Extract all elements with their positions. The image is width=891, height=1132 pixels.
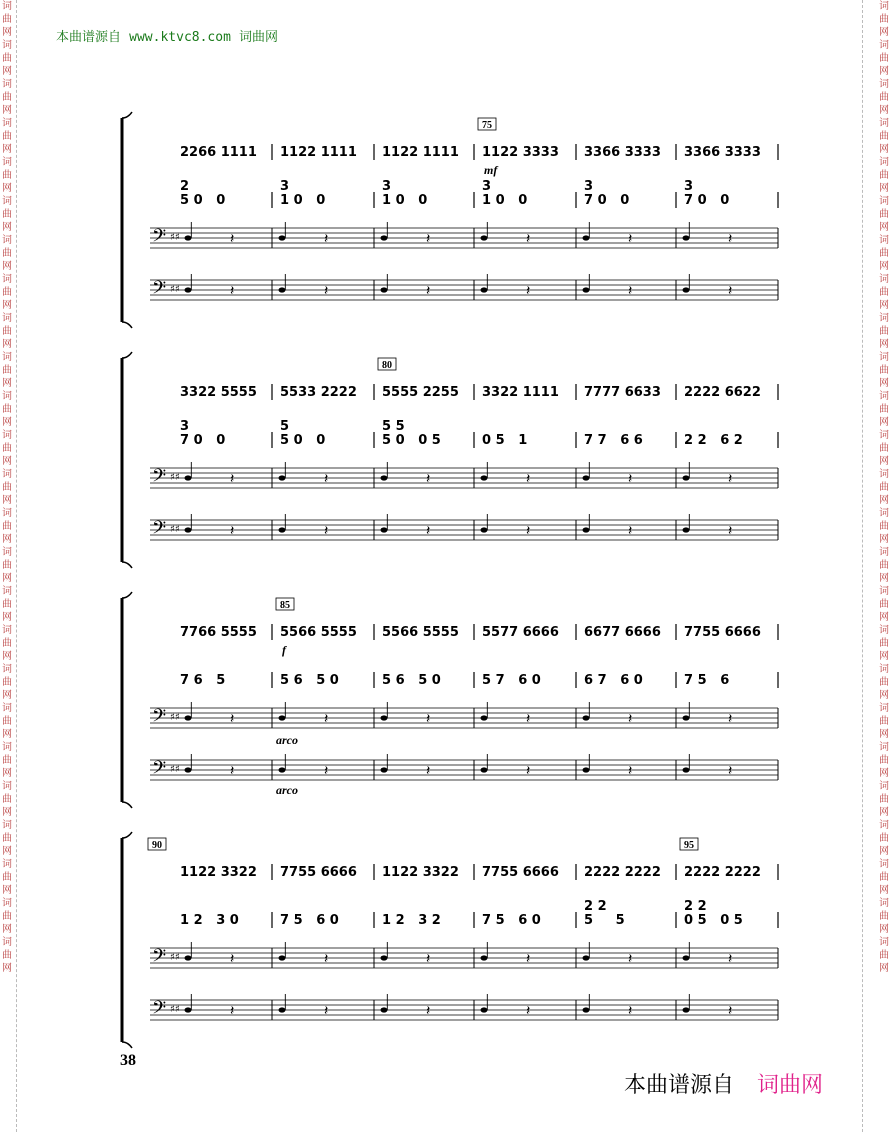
note-head — [279, 955, 286, 960]
note-head — [481, 527, 488, 532]
quarter-rest-icon: 𝄽 — [230, 951, 235, 967]
quarter-rest-icon: 𝄽 — [526, 951, 531, 967]
key-sharp-icon: ♯♯ — [170, 472, 180, 483]
quarter-rest-icon: 𝄽 — [628, 523, 633, 539]
jianpu-melody-cell: 7766 5555 — [180, 625, 257, 640]
note-head — [583, 527, 590, 532]
quarter-rest-icon: 𝄽 — [230, 523, 235, 539]
bass-clef-icon: 𝄢 — [152, 226, 167, 251]
note-head — [279, 527, 286, 532]
quarter-rest-icon: 𝄽 — [426, 523, 431, 539]
note-head — [683, 767, 690, 772]
note-head — [279, 715, 286, 720]
quarter-rest-icon: 𝄽 — [230, 711, 235, 727]
bass-clef-icon: 𝄢 — [152, 758, 167, 783]
rehearsal-mark: 85 — [280, 600, 290, 611]
jianpu-melody-cell: 6677 6666 — [584, 625, 661, 640]
jianpu-harmony-upper: 5 — [280, 419, 290, 434]
note-head — [583, 955, 590, 960]
note-head — [381, 1007, 388, 1012]
note-head — [583, 1007, 590, 1012]
quarter-rest-icon: 𝄽 — [728, 471, 733, 487]
quarter-rest-icon: 𝄽 — [728, 763, 733, 779]
note-head — [481, 955, 488, 960]
footer-site-name: 词曲网 — [757, 1073, 824, 1098]
jianpu-harmony-cell: 7 5 6 — [684, 673, 730, 688]
jianpu-harmony-cell: 7 6 5 — [180, 673, 226, 688]
note-head — [279, 235, 286, 240]
page-number: 38 — [120, 1052, 136, 1069]
bass-staff-upper — [150, 702, 778, 731]
jianpu-melody-cell: 5555 2255 — [382, 385, 459, 400]
jianpu-melody-cell: 5566 5555 — [280, 625, 357, 640]
score-system — [122, 352, 778, 568]
right-watermark-strip: 词曲网词曲网词曲网词曲网词曲网词曲网词曲网词曲网词曲网词曲网词曲网词曲网词曲网词曲网词曲网词曲网词曲网词曲网词曲网词曲网词曲网词曲网词曲网词曲网词曲网 — [879, 1, 889, 974]
quarter-rest-icon: 𝄽 — [628, 951, 633, 967]
note-head — [381, 287, 388, 292]
note-head — [381, 715, 388, 720]
jianpu-harmony-cell: 5 6 5 0 — [280, 673, 339, 688]
jianpu-melody-cell: 5566 5555 — [382, 625, 459, 640]
jianpu-melody-cell: 7755 6666 — [280, 865, 357, 880]
quarter-rest-icon: 𝄽 — [426, 283, 431, 299]
bass-clef-icon: 𝄢 — [152, 998, 167, 1023]
note-head — [583, 767, 590, 772]
jianpu-harmony-cell: 5 0 0 — [180, 193, 226, 208]
jianpu-harmony-upper: 5 5 — [382, 419, 405, 434]
bass-clef-icon: 𝄢 — [152, 518, 167, 543]
bass-staff-lower — [150, 274, 778, 303]
note-head — [185, 767, 192, 772]
note-head — [381, 475, 388, 480]
score-system — [122, 112, 778, 328]
note-head — [185, 287, 192, 292]
note-head — [683, 1007, 690, 1012]
quarter-rest-icon: 𝄽 — [324, 1003, 329, 1019]
key-sharp-icon: ♯♯ — [170, 764, 180, 775]
jianpu-harmony-cell: 5 5 — [584, 913, 625, 928]
rehearsal-mark: 75 — [482, 120, 492, 131]
quarter-rest-icon: 𝄽 — [426, 711, 431, 727]
key-sharp-icon: ♯♯ — [170, 1004, 180, 1015]
jianpu-harmony-cell: 7 5 6 0 — [280, 913, 339, 928]
jianpu-melody-cell: 3322 1111 — [482, 385, 559, 400]
score-system — [122, 592, 778, 808]
arco-marking: arco — [276, 783, 298, 797]
jianpu-melody-cell: 1122 3333 — [482, 145, 559, 160]
quarter-rest-icon: 𝄽 — [628, 763, 633, 779]
quarter-rest-icon: 𝄽 — [230, 283, 235, 299]
note-head — [583, 475, 590, 480]
note-head — [279, 287, 286, 292]
note-head — [683, 527, 690, 532]
note-head — [683, 475, 690, 480]
left-watermark-strip: 词曲网词曲网词曲网词曲网词曲网词曲网词曲网词曲网词曲网词曲网词曲网词曲网词曲网词曲网词曲网词曲网词曲网词曲网词曲网词曲网词曲网词曲网词曲网词曲网词曲网 — [2, 1, 12, 974]
jianpu-harmony-cell: 1 2 3 0 — [180, 913, 239, 928]
bass-staff-upper — [150, 222, 778, 251]
bass-clef-icon: 𝄢 — [152, 946, 167, 971]
note-head — [481, 235, 488, 240]
note-head — [185, 715, 192, 720]
note-head — [583, 235, 590, 240]
quarter-rest-icon: 𝄽 — [426, 471, 431, 487]
jianpu-melody-cell: 1122 3322 — [382, 865, 459, 880]
header-prefix: 本曲谱源自 — [56, 30, 122, 45]
quarter-rest-icon: 𝄽 — [324, 951, 329, 967]
jianpu-harmony-upper: 3 — [584, 179, 594, 194]
quarter-rest-icon: 𝄽 — [230, 1003, 235, 1019]
quarter-rest-icon: 𝄽 — [628, 711, 633, 727]
note-head — [279, 475, 286, 480]
jianpu-harmony-cell: 7 0 0 — [584, 193, 630, 208]
jianpu-melody-cell: 3366 3333 — [684, 145, 761, 160]
note-head — [583, 715, 590, 720]
quarter-rest-icon: 𝄽 — [728, 1003, 733, 1019]
quarter-rest-icon: 𝄽 — [324, 523, 329, 539]
dynamic-marking: f — [282, 643, 286, 657]
jianpu-harmony-cell: 5 0 0 — [280, 433, 326, 448]
jianpu-harmony-cell: 2 2 6 2 — [684, 433, 743, 448]
note-head — [683, 955, 690, 960]
jianpu-harmony-upper: 3 — [382, 179, 392, 194]
quarter-rest-icon: 𝄽 — [526, 711, 531, 727]
jianpu-harmony-cell: 6 7 6 0 — [584, 673, 643, 688]
note-head — [185, 1007, 192, 1012]
key-sharp-icon: ♯♯ — [170, 712, 180, 723]
bass-clef-icon: 𝄢 — [152, 278, 167, 303]
quarter-rest-icon: 𝄽 — [324, 283, 329, 299]
note-head — [481, 475, 488, 480]
note-head — [381, 235, 388, 240]
jianpu-harmony-cell: 7 0 0 — [684, 193, 730, 208]
jianpu-melody-cell: 2266 1111 — [180, 145, 257, 160]
jianpu-harmony-cell: 5 0 0 5 — [382, 433, 441, 448]
jianpu-harmony-upper: 2 2 — [584, 899, 607, 914]
quarter-rest-icon: 𝄽 — [324, 471, 329, 487]
quarter-rest-icon: 𝄽 — [628, 283, 633, 299]
note-head — [279, 767, 286, 772]
note-head — [185, 475, 192, 480]
jianpu-harmony-upper: 2 2 — [684, 899, 707, 914]
jianpu-melody-cell: 5577 6666 — [482, 625, 559, 640]
jianpu-harmony-cell: 5 7 6 0 — [482, 673, 541, 688]
rehearsal-mark: 80 — [382, 360, 392, 371]
key-sharp-icon: ♯♯ — [170, 232, 180, 243]
bass-staff-lower — [150, 514, 778, 543]
jianpu-melody-cell: 1122 3322 — [180, 865, 257, 880]
jianpu-melody-cell: 3366 3333 — [584, 145, 661, 160]
jianpu-melody-cell: 7755 6666 — [482, 865, 559, 880]
quarter-rest-icon: 𝄽 — [728, 231, 733, 247]
note-head — [583, 287, 590, 292]
jianpu-harmony-upper: 3 — [482, 179, 492, 194]
note-head — [481, 1007, 488, 1012]
jianpu-harmony-cell: 5 6 5 0 — [382, 673, 441, 688]
quarter-rest-icon: 𝄽 — [728, 951, 733, 967]
quarter-rest-icon: 𝄽 — [728, 283, 733, 299]
jianpu-harmony-upper: 2 — [180, 179, 190, 194]
quarter-rest-icon: 𝄽 — [526, 523, 531, 539]
jianpu-harmony-cell: 0 5 1 — [482, 433, 528, 448]
footer-watermark — [624, 1068, 823, 1099]
header-suffix: 词曲网 — [239, 30, 279, 45]
jianpu-melody-cell: 3322 5555 — [180, 385, 257, 400]
note-head — [381, 955, 388, 960]
quarter-rest-icon: 𝄽 — [628, 231, 633, 247]
quarter-rest-icon: 𝄽 — [426, 951, 431, 967]
quarter-rest-icon: 𝄽 — [728, 523, 733, 539]
rehearsal-mark: 90 — [152, 840, 162, 851]
dynamic-marking: mf — [484, 163, 498, 177]
arco-marking: arco — [276, 733, 298, 747]
note-head — [185, 235, 192, 240]
quarter-rest-icon: 𝄽 — [230, 471, 235, 487]
jianpu-melody-cell: 2222 6622 — [684, 385, 761, 400]
jianpu-harmony-cell: 7 0 0 — [180, 433, 226, 448]
bass-clef-icon: 𝄢 — [152, 706, 167, 731]
jianpu-harmony-cell: 1 0 0 — [382, 193, 428, 208]
note-head — [683, 287, 690, 292]
note-head — [481, 767, 488, 772]
bass-staff-lower — [150, 754, 778, 783]
quarter-rest-icon: 𝄽 — [526, 1003, 531, 1019]
jianpu-melody-cell: 7777 6633 — [584, 385, 661, 400]
jianpu-harmony-cell: 1 0 0 — [482, 193, 528, 208]
quarter-rest-icon: 𝄽 — [628, 1003, 633, 1019]
quarter-rest-icon: 𝄽 — [728, 711, 733, 727]
quarter-rest-icon: 𝄽 — [426, 1003, 431, 1019]
note-head — [481, 287, 488, 292]
bass-clef-icon: 𝄢 — [152, 466, 167, 491]
note-head — [481, 715, 488, 720]
note-head — [185, 955, 192, 960]
note-head — [185, 527, 192, 532]
note-head — [683, 715, 690, 720]
quarter-rest-icon: 𝄽 — [526, 231, 531, 247]
header-url[interactable]: www.ktvc8.com — [129, 30, 231, 45]
jianpu-melody-cell: 2222 2222 — [584, 865, 661, 880]
bass-staff-upper — [150, 462, 778, 491]
quarter-rest-icon: 𝄽 — [324, 763, 329, 779]
quarter-rest-icon: 𝄽 — [526, 283, 531, 299]
note-head — [381, 767, 388, 772]
key-sharp-icon: ♯♯ — [170, 952, 180, 963]
quarter-rest-icon: 𝄽 — [230, 231, 235, 247]
quarter-rest-icon: 𝄽 — [628, 471, 633, 487]
quarter-rest-icon: 𝄽 — [526, 471, 531, 487]
jianpu-harmony-cell: 1 2 3 2 — [382, 913, 441, 928]
jianpu-harmony-cell: 7 5 6 0 — [482, 913, 541, 928]
jianpu-melody-cell: 2222 2222 — [684, 865, 761, 880]
jianpu-melody-cell: 5533 2222 — [280, 385, 357, 400]
note-head — [683, 235, 690, 240]
jianpu-melody-cell: 1122 1111 — [382, 145, 459, 160]
score-system — [122, 832, 778, 1048]
key-sharp-icon: ♯♯ — [170, 284, 180, 295]
quarter-rest-icon: 𝄽 — [426, 231, 431, 247]
jianpu-melody-cell: 7755 6666 — [684, 625, 761, 640]
jianpu-harmony-upper: 3 — [280, 179, 290, 194]
note-head — [279, 1007, 286, 1012]
jianpu-harmony-cell: 1 0 0 — [280, 193, 326, 208]
bass-staff-upper — [150, 942, 778, 971]
jianpu-harmony-upper: 3 — [180, 419, 190, 434]
quarter-rest-icon: 𝄽 — [230, 763, 235, 779]
note-head — [381, 527, 388, 532]
bass-staff-lower — [150, 994, 778, 1023]
rehearsal-mark: 95 — [684, 840, 694, 851]
quarter-rest-icon: 𝄽 — [526, 763, 531, 779]
jianpu-melody-cell: 1122 1111 — [280, 145, 357, 160]
key-sharp-icon: ♯♯ — [170, 524, 180, 535]
jianpu-harmony-cell: 7 7 6 6 — [584, 433, 643, 448]
jianpu-harmony-upper: 3 — [684, 179, 694, 194]
quarter-rest-icon: 𝄽 — [324, 711, 329, 727]
quarter-rest-icon: 𝄽 — [426, 763, 431, 779]
quarter-rest-icon: 𝄽 — [324, 231, 329, 247]
jianpu-harmony-cell: 0 5 0 5 — [684, 913, 743, 928]
footer-source-text: 本曲谱源自 — [624, 1073, 735, 1098]
